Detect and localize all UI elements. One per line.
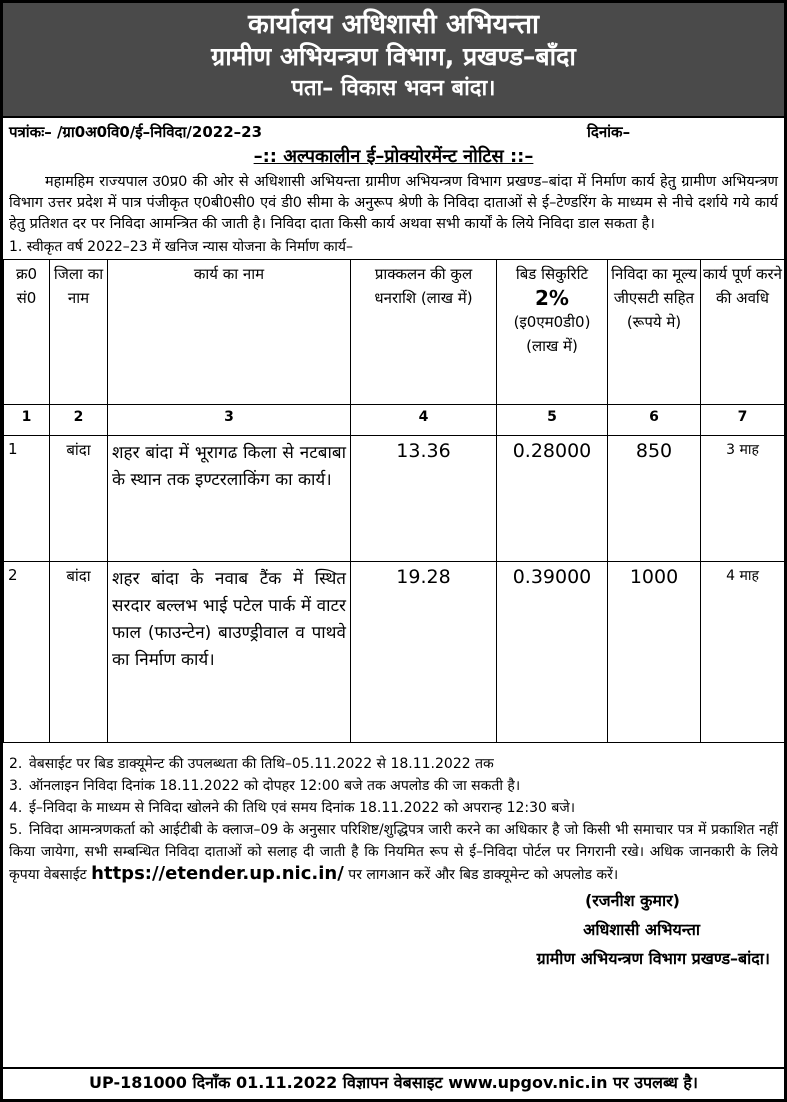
col-number: 5 [497, 405, 608, 436]
signature-block [3, 886, 784, 973]
table-header-row [4, 260, 785, 405]
address-line: पता– विकास भवन बांदा। [291, 76, 496, 101]
header-sno: क्र0 सं0 [4, 260, 50, 405]
notice-title: –:: अल्पकालीन ई–प्रोक्योरमेंन्ट नोटिस ::– [253, 146, 534, 167]
header-fee: निविदा का मूल्य जीएसटी सहित (रूपये मे) [608, 260, 701, 405]
intro-paragraph [3, 172, 784, 235]
row-work: शहर बांदा में भूरागढ किला से नटबाबा के स्थान तक इण्टरलाकिंग का कार्य। [108, 436, 351, 562]
note-item [9, 753, 778, 775]
note-text: निविदा आमन्त्रणकर्ता को आईटीबी के क्लाज–09 के अनुसार परिशिष्ट/शुद्धिपत्र जारी करने का अधिकार है जो किसी भी समाचार पत्र में प्रकाशित नहीं किया जायेगा, सभी सम्बन्धित निविदा दाताओं को सलाह दी जाती है कि नियमित रूप से ई–निविदा पोर्टल पर निगरानी रखे। अधिक जानकारी के लिये कृपया वेबसाईट [9, 822, 778, 883]
row-sno: 1 [4, 436, 50, 562]
table-row [4, 436, 785, 562]
note-label: 2. [9, 756, 23, 772]
header-bid-line2: (इ0एम0डी0) (लाख में) [513, 313, 591, 355]
dinank: दिनांक– [587, 123, 631, 141]
row-fee: 850 [608, 436, 701, 562]
table-row [4, 562, 785, 743]
etender-website-link[interactable]: https://etender.up.nic.in/ [91, 863, 344, 884]
office-title: कार्यालय अधिशासी अभियन्ता [248, 9, 539, 40]
note-item [9, 797, 778, 819]
intro-text: महामहिम राज्यपाल उ0प्र0 की ओर से अधिशासी अभियन्ता ग्रामीण अभियन्त्रण विभाग प्रखण्ड–बांदा में निर्माण कार्य हेतु ग्रामीण अभियन्त्रण विभाग उत्तर प्रदेश में पात्र पंजीकृत ए0बी0सी0 एवं डी0 सीमा के अनुरूप श्रेणी के निविदा दाताओं से ई–टेण्डरिंग के माध्यम से नीचे दर्शाये गये कार्य हेतु प्रतिशत दर पर निविदा आमन्त्रित की जाती है। निविदा दाता किसी कार्य अथवा सभी कार्यों के लिये निविदा डाल सकता है। [9, 174, 778, 232]
note-text: ऑनलाइन निविदा दिनांक 18.11.2022 को दोपहर 12:00 बजे तक अपलोड की जा सकती है। [29, 778, 521, 794]
row-sno: 2 [4, 562, 50, 743]
notes-section [3, 743, 784, 886]
note-label: 5. [9, 822, 23, 838]
row-cost: 13.36 [351, 436, 497, 562]
row-period: 4 माह [701, 562, 785, 743]
col-number: 3 [108, 405, 351, 436]
signatory-name: (रजनीश कुमार) [584, 891, 680, 910]
header-banner [3, 3, 784, 118]
row-cost: 19.28 [351, 562, 497, 743]
col-number: 4 [351, 405, 497, 436]
row-district: बांदा [50, 562, 108, 743]
header-bid [497, 260, 608, 405]
header-period: कार्य पूर्ण करने की अवधि [701, 260, 785, 405]
header-cost: प्राक्कलन की कुल धनराशि (लाख में) [351, 260, 497, 405]
header-district: जिला का नाम [50, 260, 108, 405]
note-text: वेबसाईट पर बिड डाक्यूमेन्ट की उपलब्धता की तिथि–05.11.2022 से 18.11.2022 तक [29, 756, 494, 772]
note-text: ई–निविदा के माध्यम से निविदा खोलने की तिथि एवं समय दिनांक 18.11.2022 को अपरान्ह 12:30 बजे। [29, 800, 576, 816]
note-item [9, 819, 778, 886]
note-label: 4. [9, 800, 23, 816]
note-item [9, 775, 778, 797]
col-number: 1 [4, 405, 50, 436]
row-fee: 1000 [608, 562, 701, 743]
signatory-designation: अधिशासी अभियन्ता [583, 920, 700, 939]
footer-line: UP-181000 दिनाँक 01.11.2022 विज्ञापन वेबसाइट www.upgov.nic.in पर उपलब्ध है। [3, 1067, 784, 1099]
row-work: शहर बांदा के नवाब टैंक में स्थित सरदार बल्लभ भाई पटेल पार्क में वाटर फाल (फाउन्टेन) बाउण्ड्रीवाल व पाथवे का निर्माण कार्य। [108, 562, 351, 743]
col-number: 7 [701, 405, 785, 436]
col-number: 6 [608, 405, 701, 436]
col-number: 2 [50, 405, 108, 436]
row-bid: 0.28000 [497, 436, 608, 562]
header-bid-line1: बिड सिकुरिटि [515, 265, 589, 283]
row-period: 3 माह [701, 436, 785, 562]
department-title: ग्रामीण अभियन्त्रण विभाग, प्रखण्ड–बाँदा [211, 42, 576, 71]
header-bid-pct: 2% [535, 286, 569, 310]
header-work: कार्य का नाम [108, 260, 351, 405]
signatory-department: ग्रामीण अभियन्त्रण विभाग प्रखण्ड–बांदा। [536, 949, 770, 968]
column-number-row [4, 405, 785, 436]
note-label: 3. [9, 778, 23, 794]
patrank: पत्रांकः– /ग्रा0अ0वि0/ई–निविदा/2022–23 [9, 123, 263, 141]
row-district: बांदा [50, 436, 108, 562]
subheading: 1. स्वीकृत वर्ष 2022–23 में खनिज न्यास योजना के निर्माण कार्य– [9, 239, 354, 255]
note-text-after: पर लागआन करें और बिड डाक्यूमेन्ट को अपलोड करें। [348, 867, 619, 883]
row-bid: 0.39000 [497, 562, 608, 743]
works-table [3, 259, 785, 743]
reference-row [3, 118, 784, 144]
